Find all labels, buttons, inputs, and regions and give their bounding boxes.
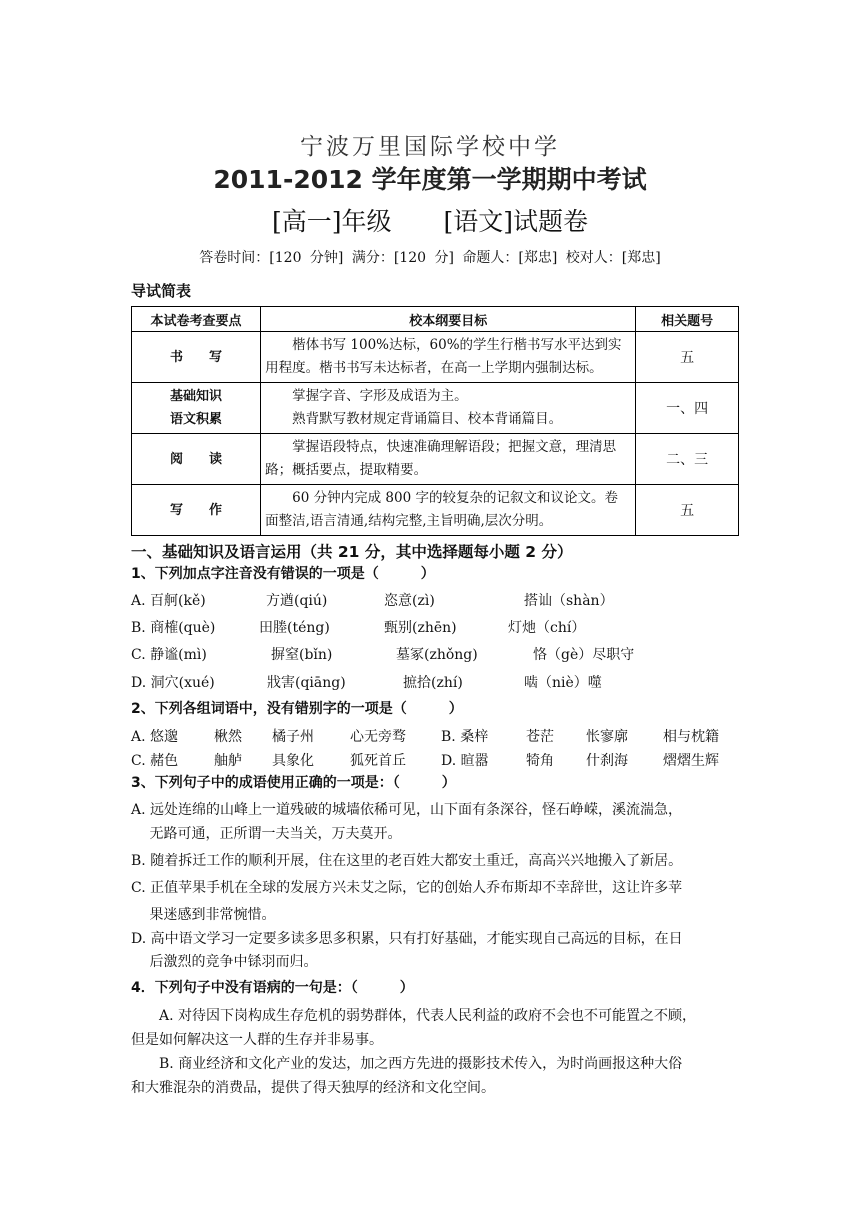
q2-option-row — [131, 726, 751, 750]
col-header: 本试卷考查要点 — [132, 307, 261, 332]
option-item: 狐死首丘 — [350, 753, 406, 769]
point-cell: 写 作 — [132, 485, 261, 536]
goal-cell: 掌握字音、字形及成语为主。 熟背默写教材规定背诵篇目、校本背诵篇目。 — [261, 383, 636, 434]
option-item: 舳舻 — [214, 753, 242, 769]
q3-option-line: A. 远处连绵的山峰上一道残破的城墙依稀可见，山下面有条深谷，怪石峥嵘，溪流湍急， — [131, 802, 683, 818]
option-item: D. 暄嚣 — [441, 753, 489, 769]
q1-option-row — [131, 644, 751, 668]
option-item: 具象化 — [272, 753, 314, 769]
option-item: 方遒(qiú) — [266, 593, 328, 609]
option-item: C. 静谧(mì) — [131, 647, 207, 663]
option-item: 戕害(qiāng) — [267, 675, 346, 691]
question-2-stem: 2、下列各组词语中，没有错别字的一项是（ ） — [131, 701, 463, 717]
table-row — [132, 434, 739, 485]
q1-option-row — [131, 590, 751, 614]
school-name: 宁波万里国际学校中学 — [300, 134, 560, 160]
table-row — [132, 383, 739, 434]
q3-option-line: 后激烈的竞争中铩羽而归。 — [131, 954, 318, 970]
point-cell: 阅 读 — [132, 434, 261, 485]
col-header: 校本纲要目标 — [261, 307, 636, 332]
option-item: 恣意(zì) — [384, 593, 435, 609]
q3-option-line: 无路可通，正所谓一夫当关，万夫莫开。 — [131, 826, 402, 842]
q2-option-row — [131, 750, 751, 774]
question-cell: 二、三 — [636, 434, 739, 485]
section-title: 一、基础知识及语言运用（共 21 分，其中选择题每小题 2 分） — [131, 543, 573, 561]
question-cell: 一、四 — [636, 383, 739, 434]
question-4-stem: 4．下列句子中没有语病的一句是：（ ） — [131, 980, 414, 996]
option-item: 相与枕籍 — [663, 729, 719, 745]
q4-text-line: A. 对待因下岗构成生存危机的弱势群体，代表人民利益的政府不会也不可能置之不顾， — [131, 1008, 697, 1024]
option-item: 橘子州 — [272, 729, 314, 745]
point-cell: 基础知识 语文积累 — [132, 383, 261, 434]
goal-cell: 掌握语段特点，快速准确理解语段；把握文意，理清思路；概括要点，提取精要。 — [261, 434, 636, 485]
q3-option-line: D. 高中语文学习一定要多读多思多积累，只有打好基础，才能实现自己高远的目标，在日 — [131, 931, 683, 947]
q1-option-row — [131, 617, 751, 641]
option-item: C. 赭色 — [131, 753, 179, 769]
option-item: 恪（gè）尽职守 — [533, 647, 635, 663]
option-item: 摭拾(zhí) — [403, 675, 463, 691]
option-item: 苍茫 — [526, 729, 554, 745]
option-item: B. 商榷(què) — [131, 620, 216, 636]
goal-cell: 60 分钟内完成 800 字的较复杂的记叙文和议论文。卷面整洁,语言清通,结构完整,主旨明确,层次分明。 — [261, 485, 636, 536]
q4-text-line: B. 商业经济和文化产业的发达，加之西方先进的摄影技术传入，为时尚画报这种大俗 — [131, 1056, 683, 1072]
option-item: 犄角 — [526, 753, 554, 769]
question-cell: 五 — [636, 485, 739, 536]
option-item: 啮（niè）噬 — [524, 675, 602, 691]
q4-text-line: 和大雅混杂的消费品，提供了得天独厚的经济和文化空间。 — [131, 1080, 495, 1096]
option-item: 怅寥廓 — [586, 729, 628, 745]
subject-label: [语文]试题卷 — [443, 207, 588, 236]
option-item: 灯灺（chí） — [508, 620, 586, 636]
table-row — [132, 332, 739, 383]
question-3-stem: 3、下列句子中的成语使用正确的一项是：（ ） — [131, 775, 456, 791]
question-1-stem: 1、下列加点字注音没有错误的一项是（ ） — [131, 566, 435, 582]
point-cell: 书 写 — [132, 332, 261, 383]
option-item: 熠熠生辉 — [663, 753, 719, 769]
grade-label: [高一]年级 — [272, 207, 392, 236]
option-item: A. 悠邈 — [131, 729, 179, 745]
guide-title: 导试简表 — [131, 282, 192, 300]
goal-cell: 楷体书写 100%达标，60%的学生行楷书写水平达到实用程度。楷书书写未达标者，在高一上学期内强制达标。 — [261, 332, 636, 383]
option-item: D. 洞穴(xué) — [131, 675, 215, 691]
option-item: 楸然 — [214, 729, 242, 745]
option-item: 搭讪（shàn） — [524, 593, 614, 609]
option-item: 甄别(zhēn) — [384, 620, 457, 636]
exam-meta: 答卷时间：[120 分钟] 满分：[120 分] 命题人：[郑忠] 校对人：[郑忠] — [199, 250, 661, 266]
option-item: 心无旁骛 — [350, 729, 406, 745]
table-header-row — [132, 307, 739, 332]
table-row — [132, 485, 739, 536]
grade-subject-line — [0, 202, 860, 238]
q4-text-line: 但是如何解决这一人群的生存并非易事。 — [131, 1032, 383, 1048]
col-header: 相关题号 — [636, 307, 739, 332]
q1-option-row — [131, 672, 751, 696]
q3-option-line: 果迷感到非常惋惜。 — [131, 907, 276, 923]
exam-title: 2011-2012 学年度第一学期期中考试 — [213, 165, 647, 194]
option-item: 墓冢(zhǒng) — [396, 647, 478, 663]
option-item: B. 桑梓 — [441, 729, 489, 745]
question-cell: 五 — [636, 332, 739, 383]
option-item: A. 百舸(kě) — [131, 593, 206, 609]
q3-option-line: B. 随着拆迁工作的顺利开展，住在这里的老百姓大都安土重迁，高高兴兴地搬入了新居。 — [131, 853, 683, 869]
q3-option-line: C. 正值苹果手机在全球的发展方兴未艾之际，它的创始人乔布斯却不幸辞世，这让许多苹 — [131, 880, 683, 896]
option-item: 摒窒(bǐn) — [271, 647, 333, 663]
option-item: 什刹海 — [586, 753, 628, 769]
guide-table — [131, 306, 739, 536]
option-item: 田塍(téng) — [259, 620, 330, 636]
